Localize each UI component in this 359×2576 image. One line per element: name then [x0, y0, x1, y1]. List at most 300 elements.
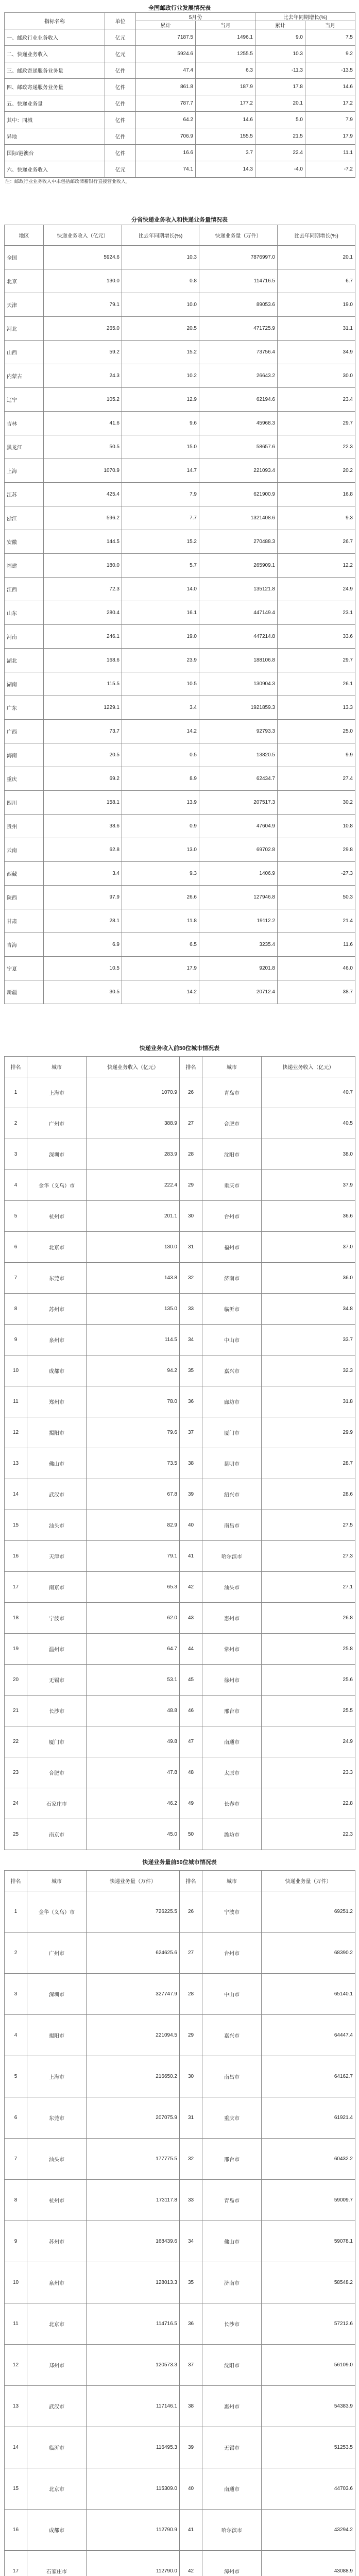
table-row — [5, 2427, 355, 2468]
revenue-cell: 6.9 — [44, 933, 122, 957]
unit-cell: 亿元 — [105, 29, 136, 46]
revenue-cell: 50.5 — [44, 435, 122, 459]
value-cell: 114.5 — [87, 1325, 180, 1355]
cumulative-growth-cell: 21.5 — [255, 128, 305, 145]
value-cell: 61921.4 — [262, 2097, 355, 2139]
revenue-cell: 72.3 — [44, 578, 122, 601]
region-cell: 北京 — [5, 269, 44, 293]
city-cell: 汕头市 — [27, 1510, 87, 1541]
index-name-cell: 三、邮政寄递服务业务量 — [5, 62, 105, 79]
header-region: 地区 — [5, 225, 44, 246]
national-postal-title: 全国邮政行业发展情况表 — [148, 5, 211, 11]
value-cell: 68390.2 — [262, 1933, 355, 1974]
table-row — [5, 672, 355, 696]
cumulative-growth-cell: 22.4 — [255, 145, 305, 161]
rank-cell: 33 — [180, 1294, 202, 1325]
rank-cell: 9 — [5, 1325, 27, 1355]
city-cell: 南昌市 — [202, 1510, 262, 1541]
rank-cell: 18 — [5, 1603, 27, 1634]
province-section — [0, 215, 359, 1004]
header-rank: 排名 — [180, 1871, 202, 1891]
city-cell: 杭州市 — [27, 1201, 87, 1232]
header-volume-growth: 比去年同期增长(%) — [278, 225, 355, 246]
volume-cell: 447214.8 — [199, 625, 278, 649]
volume-cell: 62194.6 — [199, 388, 278, 412]
table-row — [5, 578, 355, 601]
volume-growth-cell: 22.3 — [278, 435, 355, 459]
rank-cell: 14 — [5, 1479, 27, 1510]
value-cell: 27.5 — [262, 1510, 355, 1541]
revenue-cell: 97.9 — [44, 886, 122, 909]
rank-cell: 3 — [5, 1974, 27, 2015]
region-cell: 贵州 — [5, 815, 44, 838]
volume-cell: 19112.2 — [199, 909, 278, 933]
rank-cell: 13 — [5, 1448, 27, 1479]
rank-cell: 46 — [180, 1696, 202, 1726]
value-cell: 22.3 — [262, 1819, 355, 1850]
volume-growth-cell: 30.0 — [278, 364, 355, 388]
city-cell: 郑州市 — [27, 1386, 87, 1417]
city-cell: 太原市 — [202, 1757, 262, 1788]
table-row — [5, 530, 355, 554]
rank-cell: 37 — [180, 1417, 202, 1448]
rank-cell: 50 — [180, 1819, 202, 1850]
table-row — [5, 1665, 355, 1696]
volume-cell: 135121.8 — [199, 578, 278, 601]
revenue-cell: 1229.1 — [44, 696, 122, 720]
table-row — [5, 601, 355, 625]
rank-cell: 48 — [180, 1757, 202, 1788]
city-cell: 杭州市 — [27, 2180, 87, 2221]
revenue-cell: 30.5 — [44, 980, 122, 1004]
table-row — [5, 696, 355, 720]
volume-growth-cell: 21.4 — [278, 909, 355, 933]
revenue-cell: 425.4 — [44, 483, 122, 506]
value-cell: 283.9 — [87, 1139, 180, 1170]
rank-cell: 9 — [5, 2221, 27, 2262]
revenue-cell: 168.6 — [44, 649, 122, 672]
month-cell: 14.3 — [196, 161, 255, 178]
cumulative-growth-cell: 20.1 — [255, 95, 305, 112]
city-cell: 临沂市 — [27, 2427, 87, 2468]
city-cell: 常州市 — [202, 1634, 262, 1665]
month-growth-cell: 9.2 — [305, 46, 355, 62]
city-cell: 苏州市 — [27, 2221, 87, 2262]
volume-growth-cell: 26.1 — [278, 672, 355, 696]
region-cell: 山西 — [5, 341, 44, 364]
value-cell: 624625.6 — [87, 1933, 180, 1974]
city-cell: 广州市 — [27, 1108, 87, 1139]
rank-cell: 29 — [180, 2015, 202, 2056]
city-revenue-table — [4, 1056, 355, 1850]
city-cell: 泉州市 — [27, 2262, 87, 2303]
region-cell: 海南 — [5, 743, 44, 767]
revenue-growth-cell: 10.3 — [122, 246, 199, 269]
rank-cell: 16 — [5, 2510, 27, 2551]
index-name-cell: 其中：同城 — [5, 112, 105, 128]
revenue-growth-cell: 0.8 — [122, 269, 199, 293]
table-row — [5, 2180, 355, 2221]
rank-cell: 31 — [180, 2097, 202, 2139]
volume-growth-cell: 38.7 — [278, 980, 355, 1004]
revenue-growth-cell: 10.2 — [122, 364, 199, 388]
volume-growth-cell: 27.4 — [278, 767, 355, 791]
table-row — [5, 625, 355, 649]
city-cell: 佛山市 — [202, 2221, 262, 2262]
table-row — [5, 1933, 355, 1974]
table-row — [5, 29, 355, 46]
volume-growth-cell: 33.6 — [278, 625, 355, 649]
city-cell: 东莞市 — [27, 2097, 87, 2139]
revenue-growth-cell: 7.9 — [122, 483, 199, 506]
city-cell: 青岛市 — [202, 2180, 262, 2221]
rank-cell: 22 — [5, 1726, 27, 1757]
city-volume-title: 快递业务量前50位城市情况表 — [142, 1859, 217, 1866]
volume-cell: 447149.4 — [199, 601, 278, 625]
index-name-cell: 一、邮政行业业务收入 — [5, 29, 105, 46]
header-rank: 排名 — [5, 1057, 27, 1077]
table-row — [5, 1232, 355, 1263]
city-cell: 南通市 — [202, 1726, 262, 1757]
cumulative-cell: 5924.6 — [136, 46, 196, 62]
table-row — [5, 459, 355, 483]
header-cumulative: 累计 — [255, 21, 305, 29]
cumulative-cell: 861.8 — [136, 79, 196, 95]
region-cell: 山东 — [5, 601, 44, 625]
table-row — [5, 1572, 355, 1603]
rank-cell: 8 — [5, 1294, 27, 1325]
rank-cell: 36 — [180, 2303, 202, 2345]
region-cell: 广东 — [5, 696, 44, 720]
revenue-cell: 115.5 — [44, 672, 122, 696]
month-growth-cell: 14.6 — [305, 79, 355, 95]
value-cell: 112790.9 — [87, 2510, 180, 2551]
province-table — [4, 225, 355, 1004]
city-cell: 中山市 — [202, 1974, 262, 2015]
table-row — [5, 2386, 355, 2427]
table-row — [5, 2221, 355, 2262]
table-row — [5, 1541, 355, 1572]
header-revenue-growth: 比去年同期增长(%) — [122, 225, 199, 246]
volume-growth-cell: 13.3 — [278, 696, 355, 720]
volume-cell: 62434.7 — [199, 767, 278, 791]
value-cell: 25.8 — [262, 1634, 355, 1665]
revenue-cell: 69.2 — [44, 767, 122, 791]
table-row — [5, 112, 355, 128]
region-cell: 江西 — [5, 578, 44, 601]
value-cell: 78.0 — [87, 1386, 180, 1417]
header-city: 城市 — [202, 1057, 262, 1077]
revenue-growth-cell: 0.9 — [122, 815, 199, 838]
volume-growth-cell: 6.7 — [278, 269, 355, 293]
rank-cell: 10 — [5, 1355, 27, 1386]
revenue-growth-cell: 12.9 — [122, 388, 199, 412]
volume-cell: 26643.2 — [199, 364, 278, 388]
table-row — [5, 1417, 355, 1448]
index-name-cell: 异地 — [5, 128, 105, 145]
rank-cell: 19 — [5, 1634, 27, 1665]
volume-cell: 130904.3 — [199, 672, 278, 696]
city-cell: 合肥市 — [27, 1757, 87, 1788]
table-row — [5, 1819, 355, 1850]
month-cell: 3.7 — [196, 145, 255, 161]
rank-cell: 20 — [5, 1665, 27, 1696]
value-cell: 117146.1 — [87, 2386, 180, 2427]
header-yoy-growth: 比去年同期增长(%) — [255, 13, 355, 21]
month-cell: 155.5 — [196, 128, 255, 145]
value-cell: 46.2 — [87, 1788, 180, 1819]
table-row — [5, 2303, 355, 2345]
volume-cell: 69702.8 — [199, 838, 278, 862]
rank-cell: 7 — [5, 1263, 27, 1294]
value-cell: 69251.2 — [262, 1891, 355, 1933]
volume-growth-cell: 23.4 — [278, 388, 355, 412]
header-unit: 单位 — [105, 13, 136, 29]
rank-cell: 37 — [180, 2345, 202, 2386]
table-row — [5, 815, 355, 838]
rank-cell: 26 — [180, 1891, 202, 1933]
table-row — [5, 2468, 355, 2510]
table-row — [5, 720, 355, 743]
revenue-cell: 62.8 — [44, 838, 122, 862]
rank-cell: 1 — [5, 1077, 27, 1108]
city-cell: 哈尔滨市 — [202, 2510, 262, 2551]
header-month: 5月份 — [136, 13, 255, 21]
value-cell: 40.5 — [262, 1108, 355, 1139]
volume-cell: 89053.6 — [199, 293, 278, 317]
revenue-cell: 158.1 — [44, 791, 122, 815]
city-cell: 上海市 — [27, 2056, 87, 2097]
value-cell: 40.7 — [262, 1077, 355, 1108]
index-name-cell: 六、快递业务收入 — [5, 161, 105, 178]
cumulative-cell: 74.1 — [136, 161, 196, 178]
region-cell: 重庆 — [5, 767, 44, 791]
city-cell: 厦门市 — [202, 1417, 262, 1448]
month-growth-cell: 11.1 — [305, 145, 355, 161]
table-row — [5, 1108, 355, 1139]
volume-cell: 621900.9 — [199, 483, 278, 506]
index-name-cell: 五、快递业务量 — [5, 95, 105, 112]
table-row — [5, 886, 355, 909]
city-cell: 沈阳市 — [202, 2345, 262, 2386]
cumulative-cell: 706.9 — [136, 128, 196, 145]
rank-cell: 12 — [5, 1417, 27, 1448]
rank-cell: 13 — [5, 2386, 27, 2427]
region-cell: 云南 — [5, 838, 44, 862]
value-cell: 177775.5 — [87, 2139, 180, 2180]
volume-cell: 13820.5 — [199, 743, 278, 767]
value-cell: 143.8 — [87, 1263, 180, 1294]
revenue-cell: 3.4 — [44, 862, 122, 886]
city-cell: 金华（义乌）市 — [27, 1170, 87, 1201]
month-growth-cell: 7.5 — [305, 29, 355, 46]
region-cell: 河北 — [5, 317, 44, 341]
volume-growth-cell: -27.3 — [278, 862, 355, 886]
rank-cell: 40 — [180, 2468, 202, 2510]
table-row — [5, 341, 355, 364]
table-row — [5, 1479, 355, 1510]
table-row — [5, 791, 355, 815]
table-row — [5, 1448, 355, 1479]
value-cell: 36.0 — [262, 1263, 355, 1294]
rank-cell: 42 — [180, 2551, 202, 2576]
table-row — [5, 957, 355, 980]
cumulative-growth-cell: 17.8 — [255, 79, 305, 95]
value-cell: 128013.3 — [87, 2262, 180, 2303]
index-name-cell: 国际/港澳台 — [5, 145, 105, 161]
region-cell: 西藏 — [5, 862, 44, 886]
table-row — [5, 46, 355, 62]
revenue-cell: 5924.6 — [44, 246, 122, 269]
rank-cell: 14 — [5, 2427, 27, 2468]
region-cell: 四川 — [5, 791, 44, 815]
cumulative-growth-cell: -11.3 — [255, 62, 305, 79]
header-city: 城市 — [27, 1871, 87, 1891]
cumulative-growth-cell: 5.0 — [255, 112, 305, 128]
volume-growth-cell: 11.6 — [278, 933, 355, 957]
revenue-growth-cell: 14.2 — [122, 980, 199, 1004]
rank-cell: 28 — [180, 1139, 202, 1170]
rank-cell: 39 — [180, 1479, 202, 1510]
unit-cell: 亿件 — [105, 112, 136, 128]
value-cell: 33.7 — [262, 1325, 355, 1355]
city-cell: 泉州市 — [27, 1325, 87, 1355]
table-row — [5, 145, 355, 161]
revenue-growth-cell: 6.5 — [122, 933, 199, 957]
rank-cell: 3 — [5, 1139, 27, 1170]
city-cell: 临沂市 — [202, 1294, 262, 1325]
city-cell: 济南市 — [202, 2262, 262, 2303]
city-cell: 苏州市 — [27, 1294, 87, 1325]
rank-cell: 6 — [5, 2097, 27, 2139]
rank-cell: 30 — [180, 1201, 202, 1232]
region-cell: 安徽 — [5, 530, 44, 554]
table-row — [5, 1974, 355, 2015]
volume-cell: 92793.3 — [199, 720, 278, 743]
cumulative-cell: 7187.5 — [136, 29, 196, 46]
rank-cell: 26 — [180, 1077, 202, 1108]
revenue-cell: 79.1 — [44, 293, 122, 317]
rank-cell: 2 — [5, 1933, 27, 1974]
table-row — [5, 743, 355, 767]
table-row — [5, 435, 355, 459]
table-row — [5, 1757, 355, 1788]
value-cell: 57212.6 — [262, 2303, 355, 2345]
value-cell: 49.8 — [87, 1726, 180, 1757]
volume-growth-cell: 23.1 — [278, 601, 355, 625]
city-cell: 长沙市 — [202, 2303, 262, 2345]
value-cell: 24.9 — [262, 1726, 355, 1757]
revenue-cell: 28.1 — [44, 909, 122, 933]
table-row — [5, 1170, 355, 1201]
header-current-month: 当月 — [196, 21, 255, 29]
table-row — [5, 62, 355, 79]
value-cell: 60432.2 — [262, 2139, 355, 2180]
value-cell: 173117.8 — [87, 2180, 180, 2221]
month-growth-cell: 7.9 — [305, 112, 355, 128]
city-cell: 宁波市 — [27, 1603, 87, 1634]
city-cell: 汕头市 — [202, 1572, 262, 1603]
table-row — [5, 1139, 355, 1170]
city-cell: 无锡市 — [27, 1665, 87, 1696]
city-cell: 宁波市 — [202, 1891, 262, 1933]
volume-growth-cell: 25.0 — [278, 720, 355, 743]
volume-cell: 270488.3 — [199, 530, 278, 554]
city-cell: 北京市 — [27, 2303, 87, 2345]
table-row — [5, 2345, 355, 2386]
revenue-growth-cell: 0.5 — [122, 743, 199, 767]
region-cell: 宁夏 — [5, 957, 44, 980]
revenue-growth-cell: 14.0 — [122, 578, 199, 601]
value-cell: 29.9 — [262, 1417, 355, 1448]
volume-cell: 471725.9 — [199, 317, 278, 341]
table-row — [5, 649, 355, 672]
city-cell: 南京市 — [27, 1819, 87, 1850]
header-volume: 快递业务量（万件） — [199, 225, 278, 246]
city-cell: 潍坊市 — [202, 1819, 262, 1850]
city-cell: 邢台市 — [202, 2139, 262, 2180]
region-cell: 湖北 — [5, 649, 44, 672]
city-cell: 汕头市 — [27, 2139, 87, 2180]
volume-cell: 1321408.6 — [199, 506, 278, 530]
value-cell: 221094.5 — [87, 2015, 180, 2056]
value-cell: 65140.1 — [262, 1974, 355, 2015]
city-cell: 石家庄市 — [27, 2551, 87, 2576]
month-cell: 1496.1 — [196, 29, 255, 46]
city-volume-table — [4, 1870, 355, 2576]
header-revenue: 快递业务收入（亿元） — [87, 1057, 180, 1077]
rank-cell: 2 — [5, 1108, 27, 1139]
value-cell: 37.0 — [262, 1232, 355, 1263]
volume-growth-cell: 50.3 — [278, 886, 355, 909]
revenue-cell: 105.2 — [44, 388, 122, 412]
rank-cell: 47 — [180, 1726, 202, 1757]
volume-cell: 47604.9 — [199, 815, 278, 838]
revenue-cell: 1070.9 — [44, 459, 122, 483]
national-postal-section — [0, 4, 359, 185]
month-cell: 1255.5 — [196, 46, 255, 62]
city-cell: 邢台市 — [202, 1696, 262, 1726]
revenue-growth-cell: 13.0 — [122, 838, 199, 862]
table-row — [5, 1634, 355, 1665]
revenue-growth-cell: 5.7 — [122, 554, 199, 578]
city-cell: 北京市 — [27, 1232, 87, 1263]
revenue-growth-cell: 3.4 — [122, 696, 199, 720]
rank-cell: 8 — [5, 2180, 27, 2221]
region-cell: 河南 — [5, 625, 44, 649]
table-row — [5, 269, 355, 293]
rank-cell: 30 — [180, 2056, 202, 2097]
revenue-cell: 246.1 — [44, 625, 122, 649]
volume-growth-cell: 19.0 — [278, 293, 355, 317]
table-row — [5, 838, 355, 862]
rank-cell: 35 — [180, 1355, 202, 1386]
revenue-growth-cell: 20.5 — [122, 317, 199, 341]
city-cell: 沈阳市 — [202, 1139, 262, 1170]
city-cell: 深圳市 — [27, 1974, 87, 2015]
volume-growth-cell: 31.1 — [278, 317, 355, 341]
revenue-cell: 130.0 — [44, 269, 122, 293]
table-row — [5, 2056, 355, 2097]
table-row — [5, 317, 355, 341]
table-row — [5, 2139, 355, 2180]
table-row — [5, 2262, 355, 2303]
province-title: 分省快递业务收入和快递业务量情况表 — [131, 217, 228, 223]
value-cell: 201.1 — [87, 1201, 180, 1232]
header-revenue: 快递业务收入（亿元） — [44, 225, 122, 246]
city-cell: 长沙市 — [27, 1696, 87, 1726]
volume-cell: 207517.3 — [199, 791, 278, 815]
